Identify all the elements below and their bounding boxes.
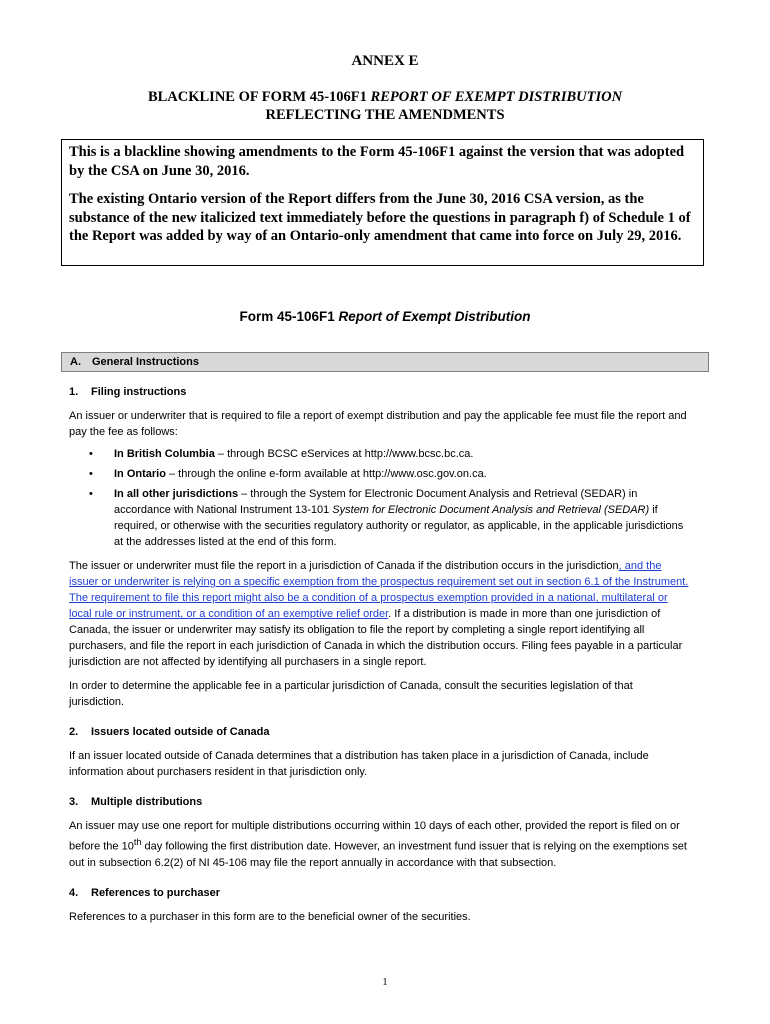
fee-paragraph: In order to determine the applicable fee in a particular jurisdiction of Canada, consult the securities legislation of that jurisdiction. (69, 680, 633, 708)
filing-method-tail: if required, or otherwise with the securities regulatory authority or regulator, as applicable, in the applicable jurisdictions at the addresses listed at the end of this form. (114, 504, 684, 548)
section-a-title: General Instructions (92, 356, 199, 368)
notice-paragraph-2: The existing Ontario version of the Report differs from the June 30, 2016 CSA version, as the substance of the new italicized text immediately before the questions in paragraph f) of Schedule 1 of the Report was added by way of an Ontario-only amendment that came into force on July 29, 2016. (69, 191, 691, 244)
jurisdiction-label: In Ontario (114, 468, 166, 480)
page-number: 1 (382, 977, 388, 988)
bullet-icon: • (89, 488, 93, 500)
list-item-other-jurisdictions (69, 486, 689, 550)
inserted-amendment-text: , and the issuer or underwriter is relying on a specific exemption from the prospectus requirement set out in section 6.1 of the Instrument. The requirement to file this report might also be a condition of a prospectus exemption provided in a national, multilateral or local rule or instrument, or a condition of an exemptive relief order (69, 560, 689, 620)
heading-number: 3. (69, 796, 79, 808)
list-item-british-columbia (69, 446, 689, 462)
multiple-distributions-text (69, 818, 689, 871)
form-title-italic: Report of Exempt Distribution (338, 309, 531, 324)
heading-filing-instructions (69, 384, 689, 400)
ordinal-suffix: th (133, 837, 142, 847)
filing-method-text: – through the online e-form available at http://www.osc.gov.on.ca. (165, 468, 487, 480)
heading-number: 2. (69, 726, 79, 738)
notice-paragraph-1: This is a blackline showing amendments to the Form 45-106F1 against the version that was adopted by the CSA on June 30, 2016. (69, 144, 685, 179)
references-to-purchaser-text: References to a purchaser in this form are to the beneficial owner of the securities. (69, 910, 471, 923)
filing-method-text: – through BCSC eServices at http://www.bcsc.bc.ca. (214, 448, 474, 460)
blackline-notice-box (61, 139, 704, 266)
paragraph-text: . If a distribution is made in more than one jurisdiction of Canada, the issuer or underwriter may satisfy its obligation to file the report by completing a single report identifying all purchasers, and file the report in each jurisdiction of Canada in which the distribution occurs. Filing fees payable in a particular jurisdiction are not affected by identifying all purchasers in a single report. (69, 608, 683, 668)
instrument-title: System for Electronic Document Analysis and Retrieval (SEDAR) (332, 504, 650, 516)
paragraph-text: The issuer or underwriter must file the report in a jurisdiction of Canada if the distribution occurs in the jurisdiction (69, 560, 619, 572)
heading-number: 1. (69, 386, 79, 398)
heading-multiple-distributions (69, 794, 689, 810)
list-item-ontario (69, 466, 689, 482)
heading-text: Multiple distributions (91, 796, 203, 808)
document-subtitle: REFLECTING THE AMENDMENTS (265, 107, 505, 123)
issuers-outside-canada-text: If an issuer located outside of Canada determines that a distribution has taken place in a jurisdiction of Canada, include information about purchasers resident in that jurisdiction only. (69, 750, 649, 778)
annex-label: ANNEX E (351, 53, 419, 69)
heading-number: 4. (69, 886, 79, 899)
document-title-italic: REPORT OF EXEMPT DISTRIBUTION (370, 89, 623, 105)
filing-method-text: – through the System for Electronic Document Analysis and Retrieval (SEDAR) in accordance with National Instrument 13-101 (114, 488, 638, 516)
filing-intro: An issuer or underwriter that is required to file a report of exempt distribution and pay the applicable fee must file the report and pay the fee as follows: (69, 410, 687, 438)
section-a-header (61, 352, 709, 372)
document-title (0, 89, 770, 106)
heading-text: Issuers located outside of Canada (91, 726, 270, 738)
heading-text: References to purchaser (91, 886, 220, 899)
document-title-prefix: BLACKLINE OF FORM 45-106F1 (147, 89, 371, 105)
form-title (0, 309, 770, 324)
jurisdiction-label: In British Columbia (114, 448, 215, 460)
heading-text: Filing instructions (91, 386, 187, 398)
instructions-body (69, 384, 689, 925)
bullet-icon: • (89, 468, 93, 480)
heading-references-to-purchaser (69, 885, 689, 901)
heading-issuers-outside-canada (69, 724, 689, 740)
section-a-letter: A. (70, 356, 81, 368)
filing-methods-list (69, 446, 689, 550)
jurisdiction-label: In all other jurisdictions (114, 488, 239, 500)
paragraph-text: day following the first distribution date. However, an investment fund issuer that is relying on the exemptions set out in subsection 6.2(2) of NI 45-106 may file the report annually in accordance with that subsection. (69, 840, 687, 869)
filing-jurisdiction-paragraph (69, 558, 689, 670)
bullet-icon: • (89, 448, 93, 460)
paragraph-text: An issuer may use one report for multiple distributions occurring within 10 days of each other, provided the report is filed on or before the 10 (69, 820, 680, 853)
form-title-prefix: Form 45-106F1 (239, 309, 339, 324)
